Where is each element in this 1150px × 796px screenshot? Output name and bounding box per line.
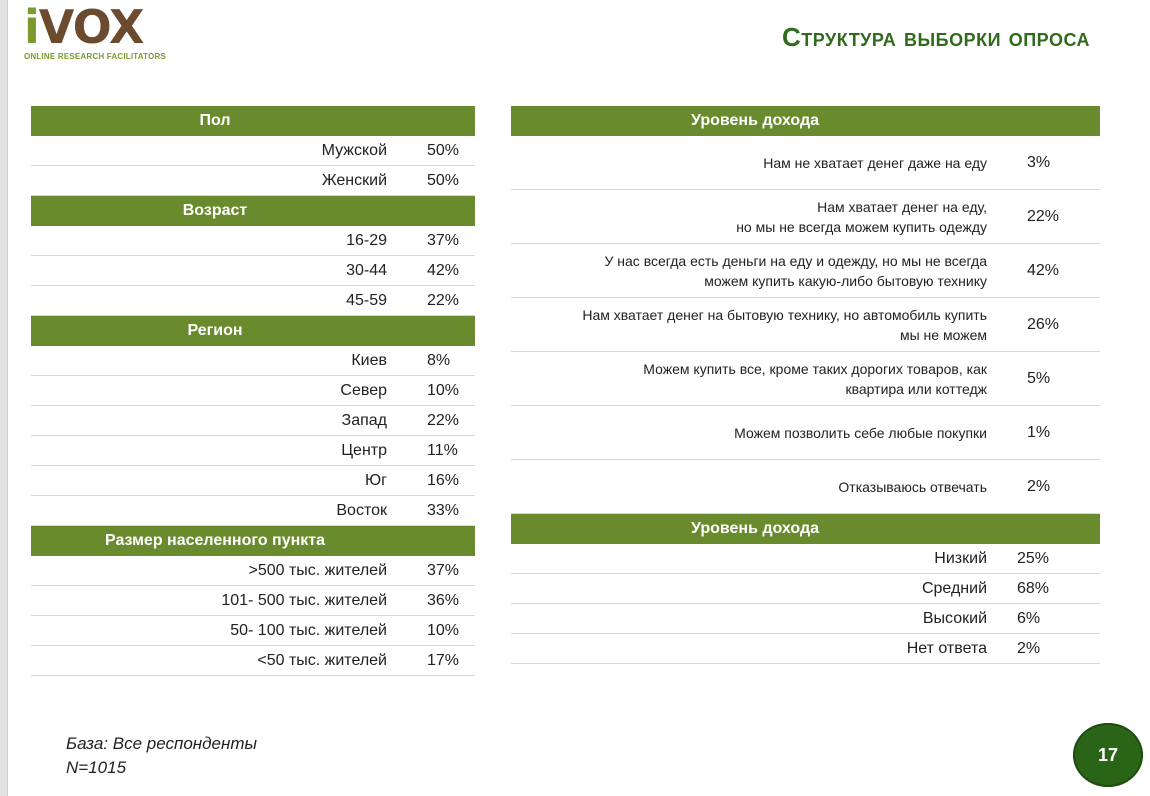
row-label: Нам хватает денег на еду, но мы не всегда можем купить одежду xyxy=(511,190,999,244)
row-value: 2% xyxy=(999,634,1100,664)
table-row xyxy=(31,496,475,526)
row-value: 10% xyxy=(399,376,475,406)
row-label: Нам не хватает денег даже на еду xyxy=(511,136,999,190)
row-label: 16-29 xyxy=(31,226,399,256)
table-row xyxy=(31,436,475,466)
table-row xyxy=(31,646,475,676)
section-header xyxy=(31,196,475,227)
row-label: Нам хватает денег на бытовую технику, но автомобиль купить мы не можем xyxy=(511,298,999,352)
row-value: 22% xyxy=(999,190,1100,244)
row-value: 17% xyxy=(399,646,475,676)
row-label: 30-44 xyxy=(31,256,399,286)
row-label: <50 тыс. жителей xyxy=(31,646,399,676)
row-value: 42% xyxy=(399,256,475,286)
table-row xyxy=(31,346,475,376)
footer-note xyxy=(66,732,257,780)
row-value: 37% xyxy=(399,556,475,586)
row-value: 36% xyxy=(399,586,475,616)
section-header-label: Возраст xyxy=(31,196,399,227)
row-value: 22% xyxy=(399,406,475,436)
left-edge-bar xyxy=(0,0,8,796)
table-row xyxy=(511,352,1100,406)
section-header-spacer xyxy=(399,526,475,557)
table-row xyxy=(511,574,1100,604)
row-label: Средний xyxy=(511,574,999,604)
section-header-label: Уровень дохода xyxy=(511,514,999,545)
section-header-label: Уровень дохода xyxy=(511,106,999,136)
table-row xyxy=(511,406,1100,460)
table-row xyxy=(511,604,1100,634)
section-header-spacer xyxy=(999,106,1100,136)
row-value: 22% xyxy=(399,286,475,316)
row-label: 45-59 xyxy=(31,286,399,316)
row-value: 16% xyxy=(399,466,475,496)
table-row xyxy=(31,136,475,166)
page-title: Структура выборки опроса xyxy=(782,22,1090,52)
table-row xyxy=(31,226,475,256)
table-row xyxy=(511,190,1100,244)
section-header-spacer xyxy=(399,106,475,136)
table-row xyxy=(31,406,475,436)
row-value: 50% xyxy=(399,136,475,166)
row-label: Север xyxy=(31,376,399,406)
row-label: Запад xyxy=(31,406,399,436)
row-value: 50% xyxy=(399,166,475,196)
row-value: 26% xyxy=(999,298,1100,352)
section-header-label: Размер населенного пункта xyxy=(31,526,399,557)
table-row xyxy=(31,616,475,646)
row-value: 5% xyxy=(999,352,1100,406)
row-label: Мужской xyxy=(31,136,399,166)
right-income-table xyxy=(511,106,1100,664)
table-row xyxy=(511,460,1100,514)
page-number-badge: 17 xyxy=(1073,723,1143,787)
row-value: 1% xyxy=(999,406,1100,460)
sample-size: N=1015 xyxy=(66,758,127,777)
table-row xyxy=(31,166,475,196)
row-label: >500 тыс. жителей xyxy=(31,556,399,586)
section-header-spacer xyxy=(399,196,475,227)
row-label: 50- 100 тыс. жителей xyxy=(31,616,399,646)
table-row xyxy=(511,244,1100,298)
row-label: Низкий xyxy=(511,544,999,574)
row-label: Нет ответа xyxy=(511,634,999,664)
row-label: Восток xyxy=(31,496,399,526)
table-row xyxy=(31,556,475,586)
row-value: 10% xyxy=(399,616,475,646)
section-header-spacer xyxy=(399,316,475,347)
row-label: Отказываюсь отвечать xyxy=(511,460,999,514)
row-value: 11% xyxy=(399,436,475,466)
section-header xyxy=(31,526,475,557)
table-row xyxy=(31,286,475,316)
section-header-label: Пол xyxy=(31,106,399,136)
row-value: 33% xyxy=(399,496,475,526)
table-row xyxy=(511,136,1100,190)
row-value: 37% xyxy=(399,226,475,256)
table-row xyxy=(31,466,475,496)
logo-wordmark: iVOX xyxy=(24,0,144,54)
row-value: 8% xyxy=(399,346,475,376)
section-header xyxy=(31,106,475,136)
table-row xyxy=(511,298,1100,352)
row-value: 25% xyxy=(999,544,1100,574)
table-row xyxy=(511,634,1100,664)
section-header-spacer xyxy=(999,514,1100,545)
left-sample-table xyxy=(31,106,475,676)
row-value: 2% xyxy=(999,460,1100,514)
row-label: У нас всегда есть деньги на еду и одежду, но мы не всегда можем купить какую-либо бытовую технику xyxy=(511,244,999,298)
row-label: 101- 500 тыс. жителей xyxy=(31,586,399,616)
row-label: Женский xyxy=(31,166,399,196)
table-row xyxy=(31,586,475,616)
section-header-label: Регион xyxy=(31,316,399,347)
row-label: Можем позволить себе любые покупки xyxy=(511,406,999,460)
row-value: 42% xyxy=(999,244,1100,298)
row-value: 6% xyxy=(999,604,1100,634)
base-label: База: Все респонденты xyxy=(66,734,258,753)
table-row xyxy=(31,256,475,286)
table-row xyxy=(511,544,1100,574)
ivox-logo xyxy=(24,0,174,64)
row-label: Киев xyxy=(31,346,399,376)
row-label: Центр xyxy=(31,436,399,466)
section-header xyxy=(511,106,1100,136)
logo-tagline: ONLINE RESEARCH FACILITATORS xyxy=(24,52,167,61)
section-header xyxy=(511,514,1100,545)
row-label: Высокий xyxy=(511,604,999,634)
row-value: 68% xyxy=(999,574,1100,604)
row-label: Можем купить все, кроме таких дорогих товаров, как квартира или коттедж xyxy=(511,352,999,406)
table-row xyxy=(31,376,475,406)
section-header xyxy=(31,316,475,347)
row-label: Юг xyxy=(31,466,399,496)
row-value: 3% xyxy=(999,136,1100,190)
